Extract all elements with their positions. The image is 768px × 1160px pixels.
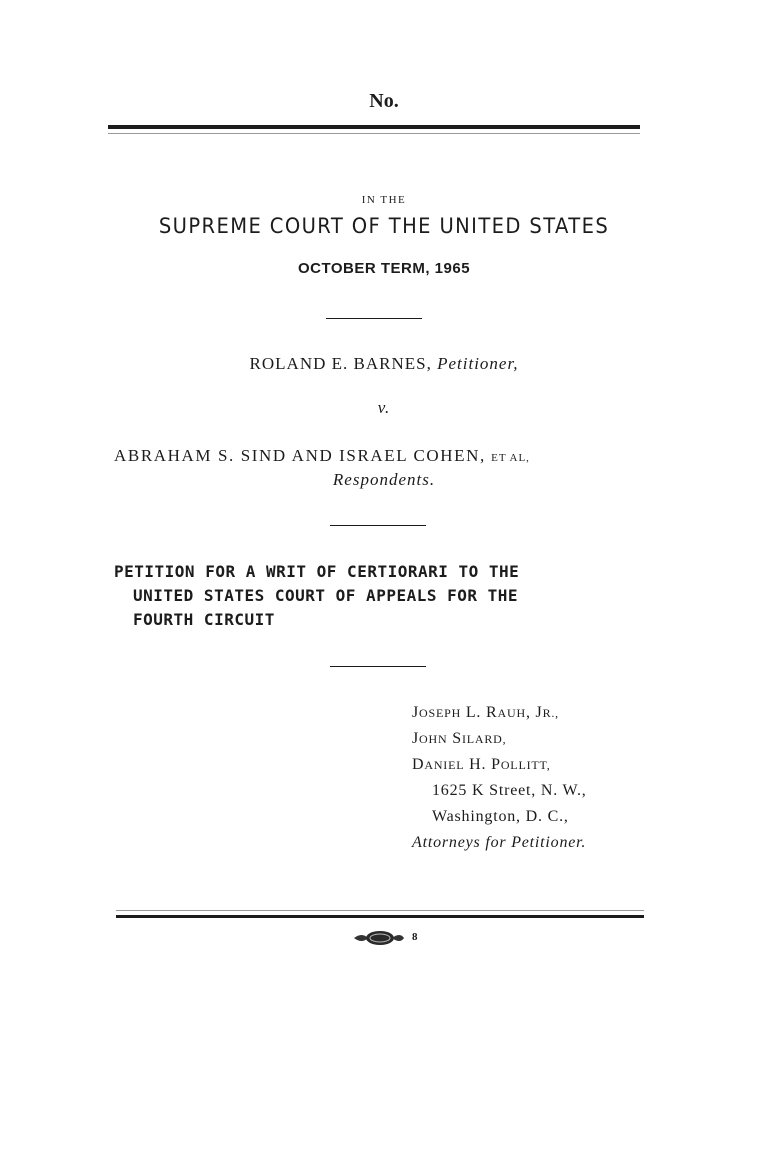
attorney-2-first-rest: OHN	[419, 732, 448, 746]
petitioner-role: Petitioner,	[437, 354, 519, 373]
attorney-1-last-rest: AUH	[497, 706, 526, 720]
address-street: 1625 K Street, N. W.,	[432, 782, 587, 799]
petition-title-line-3: FOURTH CIRCUIT	[133, 610, 275, 629]
attorney-3-first-rest: ANIEL	[424, 758, 465, 772]
attorney-1-suffix-initial: J	[535, 704, 543, 721]
attorney-3-last-initial: P	[491, 756, 501, 773]
attorney-1-middle: L.	[465, 704, 482, 721]
respondents-role: Respondents.	[332, 470, 436, 489]
printer-ornament	[352, 926, 432, 950]
petition-title-line-2: UNITED STATES COURT OF APPEALS FOR THE	[133, 586, 519, 605]
attorney-1-first-rest: OSEPH	[419, 706, 462, 720]
attorney-3-last-rest: OLLITT,	[500, 758, 551, 772]
address-city: Washington, D. C.,	[432, 808, 569, 825]
section-divider-3	[330, 666, 426, 667]
bottom-rule-thick	[116, 915, 644, 918]
petition-title-line-1: PETITION FOR A WRIT OF CERTIORARI TO THE	[114, 562, 520, 581]
court-name: SUPREME COURT OF THE UNITED STATES	[158, 214, 610, 238]
attorney-3	[412, 752, 587, 778]
petition-title	[114, 560, 654, 632]
court-term: OCTOBER TERM, 1965	[297, 260, 471, 277]
top-rule-thin	[108, 133, 640, 134]
attorney-1: JOSEPH L. RAUH, JR.,	[412, 704, 559, 721]
versus: v.	[377, 398, 391, 417]
printer-mark-number: 8	[412, 930, 418, 943]
petitioner-name: ROLAND E. BARNES,	[249, 354, 432, 373]
bottom-rule-thin	[116, 910, 644, 911]
attorneys-role: Attorneys for Petitioner.	[412, 834, 587, 851]
section-divider-2	[330, 525, 426, 526]
attorney-2-last-initial: S	[452, 730, 462, 747]
attorney-1-last-initial: R	[486, 704, 498, 721]
attorney-2-first-initial: J	[412, 730, 420, 747]
attorney-3-middle: H.	[469, 756, 487, 773]
attorney-2	[412, 726, 587, 752]
top-rule-thick	[108, 125, 640, 129]
attorneys-block	[412, 700, 587, 856]
attorney-3-first-initial: D	[412, 756, 425, 773]
respondents-names: ABRAHAM S. SIND AND ISRAEL COHEN,	[114, 446, 486, 465]
docket-number: No.	[369, 90, 399, 112]
respondents-et-al: ET AL,	[491, 452, 530, 464]
section-divider-1	[326, 318, 422, 319]
attorney-2-last-rest: ILARD,	[461, 732, 507, 746]
petitioner-line	[0, 354, 768, 374]
attorney-1-suffix-rest: R.,	[542, 706, 559, 720]
respondents-line	[114, 446, 654, 466]
attorney-1-first-initial: J	[412, 704, 420, 721]
caption-in-the: IN THE	[361, 194, 407, 206]
